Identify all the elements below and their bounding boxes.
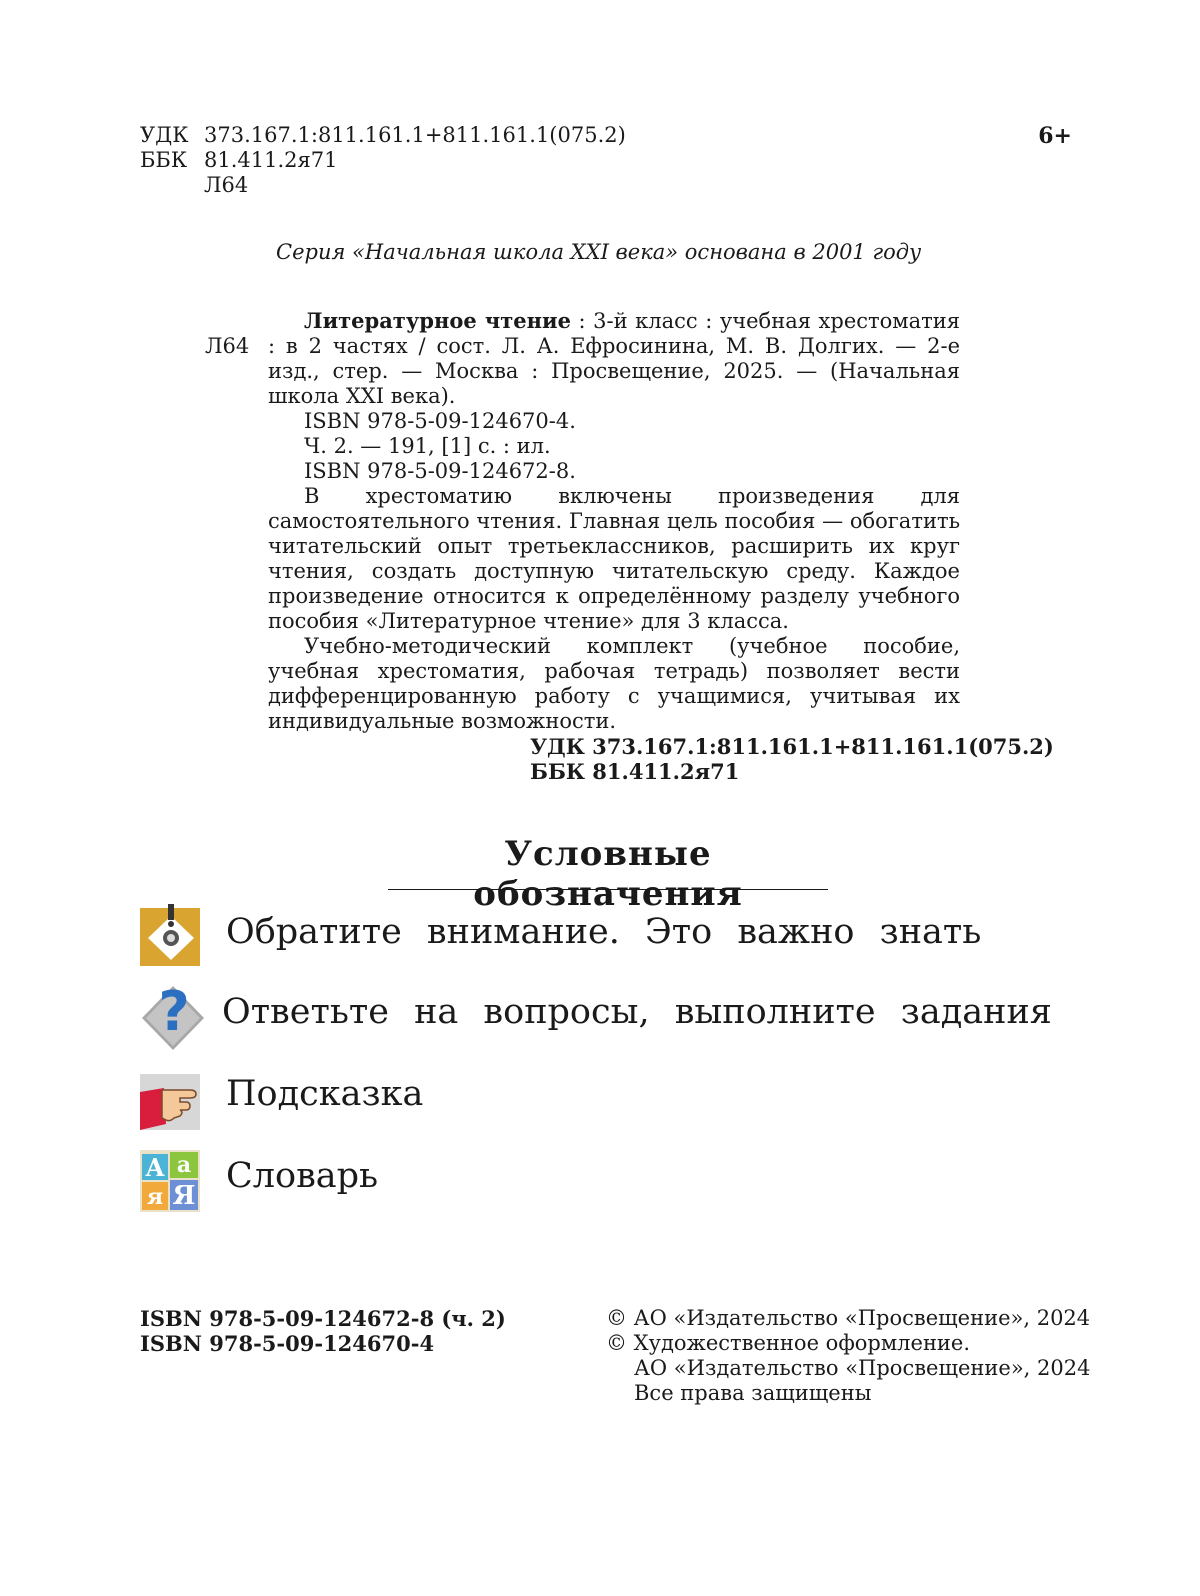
classification-block xyxy=(140,123,626,198)
isbn-set: ISBN 978-5-09-124670-4. xyxy=(304,409,576,433)
legend-text-attention: Обратите внимание. Это важно знать xyxy=(226,912,982,952)
isbn-part: ISBN 978-5-09-124672-8. xyxy=(304,459,576,483)
bbk-value: 81.411.2я71 xyxy=(204,148,338,172)
bibliographic-record xyxy=(268,308,1054,784)
legend-text-hint: Подсказка xyxy=(226,1074,424,1114)
udk-code-bold: УДК 373.167.1:811.161.1+811.161.1(075.2) xyxy=(530,734,1054,759)
pointing-hand-icon xyxy=(140,1072,202,1132)
question-icon xyxy=(140,980,206,1052)
part-info: Ч. 2. — 191, [1] с. : ил. xyxy=(304,434,551,458)
isbn-block xyxy=(140,1306,506,1356)
series-note: Серия «Начальная школа XXI века» основана в 2001 году xyxy=(276,240,922,264)
author-mark: Л64 xyxy=(204,173,249,197)
copyright-line-3: АО «Издательство «Просвещение», 2024 xyxy=(634,1356,1091,1380)
copyright-line-1: © АО «Издательство «Просвещение», 2024 xyxy=(606,1306,1091,1330)
dictionary-icon xyxy=(140,1150,202,1212)
udk-label: УДК xyxy=(140,123,189,147)
dict-letter-2: а xyxy=(176,1152,192,1178)
copyright-line-2: © Художественное оформление. xyxy=(606,1331,971,1355)
annotation-1: В хрестоматию включены произведения для самостоятельного чтения. Главная цель пособия — обогатить читательский опыт третьеклассников, расширить их круг чтения, создать доступную читательскую среду. Каждое произведение относится к определённому разделу учебного пособия «Литературное чтение» для 3 класса. xyxy=(268,484,960,633)
legend-underline xyxy=(388,889,828,890)
legend-text-dictionary: Словарь xyxy=(226,1156,379,1196)
svg-text:?: ? xyxy=(158,980,190,1043)
bbk-code-bold: ББК 81.411.2я71 xyxy=(530,759,740,784)
copyright-block xyxy=(606,1306,1090,1406)
bbk-label: ББК xyxy=(140,148,188,172)
dict-letter-1: А xyxy=(145,1153,165,1182)
annotation-2: Учебно-методический комплект (учебное пособие, учебная хрестоматия, рабочая тетрадь) позволяет вести дифференцированную работу с учащимися, учитывая их индивидуальные возможности. xyxy=(268,634,960,733)
dict-letter-3: я xyxy=(146,1184,164,1210)
dict-letter-4: Я xyxy=(172,1181,196,1211)
isbn-line-1: ISBN 978-5-09-124672-8 (ч. 2) xyxy=(140,1306,506,1331)
bib-author-mark: Л64 xyxy=(205,334,250,358)
age-rating: 6+ xyxy=(1038,123,1072,149)
attention-icon xyxy=(140,904,202,966)
legend-text-question: Ответьте на вопросы, выполните задания xyxy=(222,992,1052,1032)
legend-title: Условные обозначения xyxy=(473,834,743,914)
book-title: Литературное чтение xyxy=(304,308,571,333)
rights-reserved: Все права защищены xyxy=(634,1381,872,1405)
udk-value: 373.167.1:811.161.1+811.161.1(075.2) xyxy=(204,123,626,147)
isbn-line-2: ISBN 978-5-09-124670-4 xyxy=(140,1331,435,1356)
book-description: : 3-й класс : учебная хрестоматия : в 2 частях / сост. Л. А. Ефросинина, М. В. Долгих. — 2-е изд., стер. — Москва : Просвещение, 2025. — (Начальная школа XXI века). xyxy=(268,309,960,408)
